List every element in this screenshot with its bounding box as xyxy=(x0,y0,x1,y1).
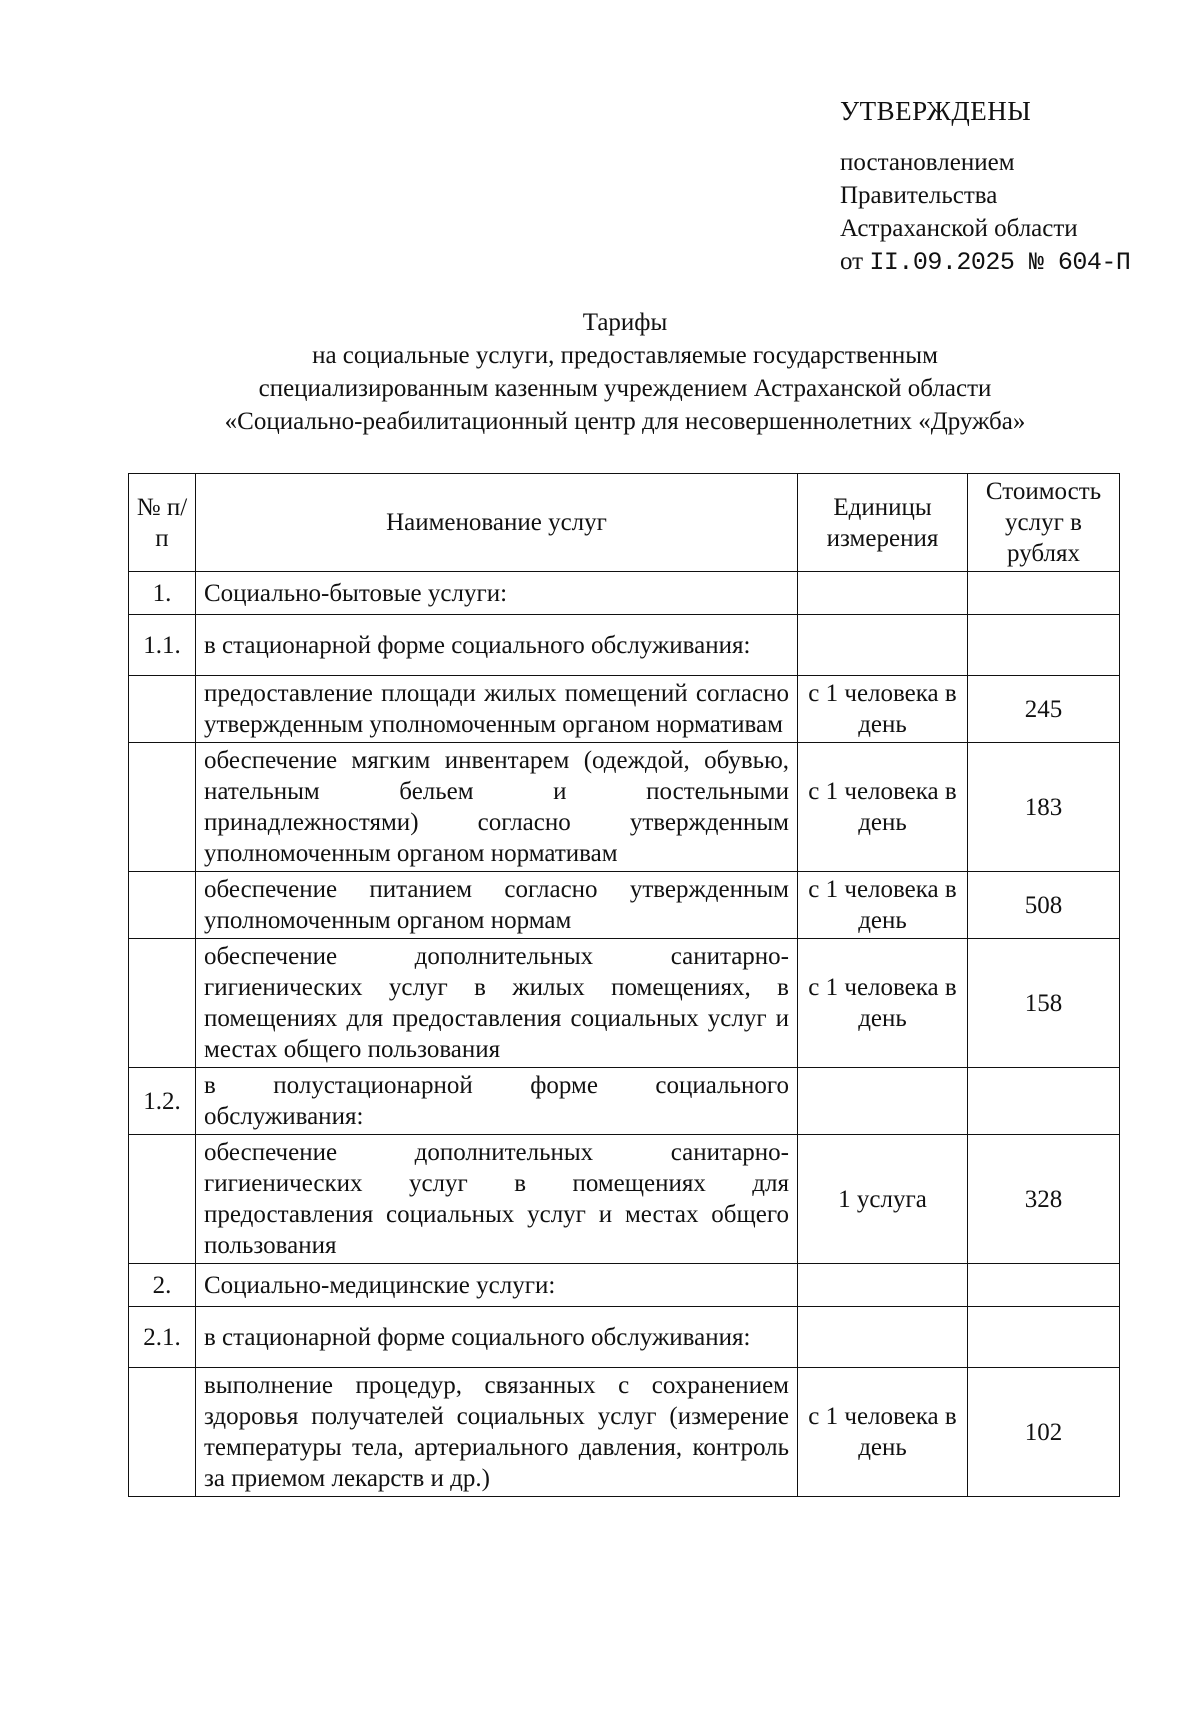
title-line-2: на социальные услуги, предоставляемые государственным xyxy=(312,342,938,369)
header-unit: Единицы измерения xyxy=(798,474,968,572)
row-name: обеспечение дополнительных санитарно-гигиенических услуг в помещениях для предоставления социальных услуг и местах общего пользования xyxy=(196,1135,798,1264)
table-row xyxy=(129,743,1120,872)
row-price: 508 xyxy=(968,872,1120,939)
table-row xyxy=(129,1068,1120,1135)
row-num xyxy=(129,939,196,1068)
row-unit xyxy=(798,1068,968,1135)
row-price xyxy=(968,1068,1120,1135)
header-num: № п/п xyxy=(129,474,196,572)
approval-heading: УТВЕРЖДЕНЫ xyxy=(840,96,1032,126)
row-name: обеспечение дополнительных санитарно-гигиенических услуг в жилых помещениях, в помещениях для предоставления социальных услуг и местах общего пользования xyxy=(196,939,798,1068)
row-num: 1.1. xyxy=(129,615,196,676)
row-unit xyxy=(798,572,968,615)
row-unit: с 1 человека в день xyxy=(798,743,968,872)
row-num: 2.1. xyxy=(129,1307,196,1368)
row-name: Социально-бытовые услуги: xyxy=(196,572,798,615)
table-row xyxy=(129,872,1120,939)
table-row xyxy=(129,572,1120,615)
row-unit: с 1 человека в день xyxy=(798,1368,968,1497)
approval-line-2: Правительства xyxy=(840,182,998,209)
row-unit xyxy=(798,1264,968,1307)
row-price: 328 xyxy=(968,1135,1120,1264)
row-num xyxy=(129,1135,196,1264)
row-price: 183 xyxy=(968,743,1120,872)
header-price: Стоимость услуг в рублях xyxy=(968,474,1120,572)
title-line-1: Тарифы xyxy=(582,309,668,336)
row-price xyxy=(968,572,1120,615)
table-row xyxy=(129,615,1120,676)
approval-date-prefix: от xyxy=(840,248,864,275)
row-name: в стационарной форме социального обслуживания: xyxy=(196,615,798,676)
row-num xyxy=(129,743,196,872)
row-unit: с 1 человека в день xyxy=(798,939,968,1068)
row-price xyxy=(968,1264,1120,1307)
row-price: 102 xyxy=(968,1368,1120,1497)
row-unit xyxy=(798,1307,968,1368)
row-price xyxy=(968,615,1120,676)
row-price xyxy=(968,1307,1120,1368)
row-num xyxy=(129,1368,196,1497)
row-name: Социально-медицинские услуги: xyxy=(196,1264,798,1307)
header-name: Наименование услуг xyxy=(196,474,798,572)
table-row xyxy=(129,1307,1120,1368)
row-name: предоставление площади жилых помещений согласно утвержденным уполномоченным органом нормативам xyxy=(196,676,798,743)
row-num xyxy=(129,872,196,939)
table-row xyxy=(129,1368,1120,1497)
row-num xyxy=(129,676,196,743)
table-row xyxy=(129,676,1120,743)
table-header-row xyxy=(129,474,1120,572)
row-unit: 1 услуга xyxy=(798,1135,968,1264)
table-row xyxy=(129,939,1120,1068)
row-name: обеспечение мягким инвентарем (одеждой, обувью, нательным бельем и постельными принадлежностями) согласно утвержденным уполномоченным органом нормативам xyxy=(196,743,798,872)
row-num: 2. xyxy=(129,1264,196,1307)
row-num: 1.2. xyxy=(129,1068,196,1135)
tariffs-table xyxy=(128,473,1120,1497)
row-name: в стационарной форме социального обслуживания: xyxy=(196,1307,798,1368)
row-num: 1. xyxy=(129,572,196,615)
row-price: 245 xyxy=(968,676,1120,743)
title-line-4: «Социально-реабилитационный центр для несовершеннолетних «Дружба» xyxy=(224,408,1026,435)
table-row xyxy=(129,1135,1120,1264)
approval-date-number: II.09.2025 № 604-П xyxy=(869,248,1131,277)
row-name: в полустационарной форме социального обслуживания: xyxy=(196,1068,798,1135)
row-name: обеспечение питанием согласно утвержденным уполномоченным органом нормам xyxy=(196,872,798,939)
approval-date-line xyxy=(840,245,1180,279)
document-title xyxy=(120,306,1130,438)
row-unit: с 1 человека в день xyxy=(798,676,968,743)
title-line-3: специализированным казенным учреждением Астраханской области xyxy=(258,375,992,402)
row-name: выполнение процедур, связанных с сохранением здоровья получателей социальных услуг (измерение температуры тела, артериального давления, контроль за приемом лекарств и др.) xyxy=(196,1368,798,1497)
row-unit: с 1 человека в день xyxy=(798,872,968,939)
approval-block xyxy=(840,95,1180,279)
approval-line-1: постановлением xyxy=(840,149,1015,176)
row-unit xyxy=(798,615,968,676)
approval-line-3: Астраханской области xyxy=(840,215,1078,242)
table-row xyxy=(129,1264,1120,1307)
row-price: 158 xyxy=(968,939,1120,1068)
